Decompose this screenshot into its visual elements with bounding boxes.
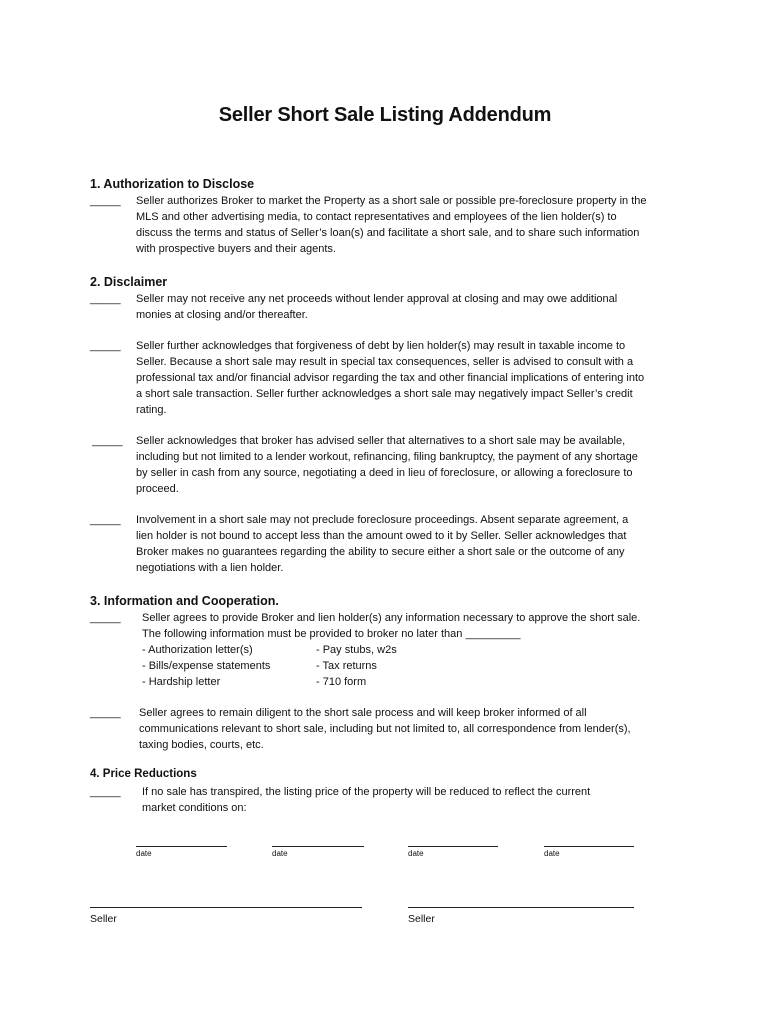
text-line: If no sale has transpired, the listing price of the property will be reduced to reflect the current	[142, 786, 591, 798]
text-line: Seller agrees to remain diligent to the short sale process and will keep broker informed of all	[139, 707, 587, 719]
document-list-item: - Bills/expense statements	[142, 660, 271, 672]
document-list-item: - Pay stubs, w2s	[316, 644, 397, 656]
text-line: by seller in cash from any source, negotiating a deed in lieu of foreclosure, or allowing a foreclosure to	[136, 467, 633, 479]
text-line: MLS and other advertising media, to contact representatives and employees of the lien holder(s) to	[136, 211, 617, 223]
section-2-paragraph-3	[136, 433, 684, 497]
section-2-paragraph-2	[136, 338, 684, 418]
section-3-paragraph-2	[139, 705, 687, 753]
section-3-paragraph-1	[142, 610, 690, 690]
section-4-paragraph	[142, 784, 690, 816]
document-list-row	[142, 674, 690, 690]
seller-signature-field-2[interactable]	[408, 907, 634, 908]
text-line: professional tax and/or financial advisor regarding the tax and other financial implications of entering into	[136, 372, 645, 384]
initial-blank-3a[interactable]: _____	[90, 612, 121, 624]
text-line: Seller. Because a short sale may result in special tax consequences, seller is advised to consult with a	[136, 356, 634, 368]
text-line: Seller agrees to provide Broker and lien holder(s) any information necessary to approve the short sale.	[142, 612, 641, 624]
text-line: a short sale transaction. Seller further acknowledges a short sale may negatively impact Seller’s credit	[136, 388, 633, 400]
section-2-paragraph-1	[136, 291, 684, 323]
date-field-2[interactable]	[272, 846, 364, 847]
text-line: taxing bodies, courts, etc.	[139, 739, 264, 751]
section-1-paragraph	[136, 193, 684, 257]
date-field-3[interactable]	[408, 846, 498, 847]
text-line: Seller may not receive any net proceeds without lender approval at closing and may owe additional	[136, 293, 618, 305]
text-line: The following information must be provided to broker no later than _________	[142, 628, 521, 640]
text-line: negotiations with a lien holder.	[136, 562, 284, 574]
text-line: rating.	[136, 404, 167, 416]
section-2-heading: 2. Disclaimer	[90, 275, 168, 289]
text-line: with prospective buyers and their agents.	[136, 243, 336, 255]
date-field-4[interactable]	[544, 846, 634, 847]
initial-blank-4[interactable]: _____	[90, 786, 121, 798]
initial-blank-1[interactable]: _____	[90, 195, 121, 207]
text-line: Broker makes no guarantees regarding the ability to secure either a short sale or the outcome of any	[136, 546, 625, 558]
document-list-item: - Tax returns	[316, 660, 377, 672]
date-label: date	[136, 849, 152, 858]
text-line: monies at closing and/or thereafter.	[136, 309, 308, 321]
text-line: lien holder is not bound to accept less than the amount owed to it by Seller. Seller acknowledges that	[136, 530, 627, 542]
initial-blank-2c[interactable]: _____	[92, 435, 123, 447]
text-line: Seller authorizes Broker to market the Property as a short sale or possible pre-foreclosure property in the	[136, 195, 647, 207]
text-line: discuss the terms and status of Seller’s loan(s) and facilitate a short sale, and to share such information	[136, 227, 640, 239]
section-1-heading: 1. Authorization to Disclose	[90, 177, 255, 191]
seller-signature-field-1[interactable]	[90, 907, 362, 908]
section-4-heading: 4. Price Reductions	[90, 768, 197, 780]
document-list-row	[142, 642, 690, 658]
text-line: Seller further acknowledges that forgiveness of debt by lien holder(s) may result in taxable income to	[136, 340, 626, 352]
document-list-row	[142, 658, 690, 674]
initial-blank-2a[interactable]: _____	[90, 293, 121, 305]
text-line: Seller acknowledges that broker has advised seller that alternatives to a short sale may be available,	[136, 435, 626, 447]
seller-label: Seller	[90, 913, 117, 925]
document-title: Seller Short Sale Listing Addendum	[218, 104, 552, 126]
initial-blank-2d[interactable]: _____	[90, 514, 121, 526]
initial-blank-2b[interactable]: _____	[90, 340, 121, 352]
section-2-paragraph-4	[136, 512, 684, 576]
document-list-item: - 710 form	[316, 676, 367, 688]
text-line: proceed.	[136, 483, 179, 495]
document-list-item: - Authorization letter(s)	[142, 644, 253, 656]
section-3-heading: 3. Information and Cooperation.	[90, 594, 279, 608]
text-line: including but not limited to a lender workout, refinancing, filing bankruptcy, the payment of any shortage	[136, 451, 638, 463]
initial-blank-3b[interactable]: _____	[90, 707, 121, 719]
date-field-1[interactable]	[136, 846, 227, 847]
date-label: date	[272, 849, 288, 858]
date-label: date	[408, 849, 424, 858]
text-line: communications relevant to short sale, including but not limited to, all correspondence from lender(s),	[139, 723, 631, 735]
text-line: market conditions on:	[142, 802, 247, 814]
date-label: date	[544, 849, 560, 858]
document-list-item: - Hardship letter	[142, 676, 221, 688]
seller-label: Seller	[408, 913, 435, 925]
text-line: Involvement in a short sale may not preclude foreclosure proceedings. Absent separate agreement, a	[136, 514, 629, 526]
